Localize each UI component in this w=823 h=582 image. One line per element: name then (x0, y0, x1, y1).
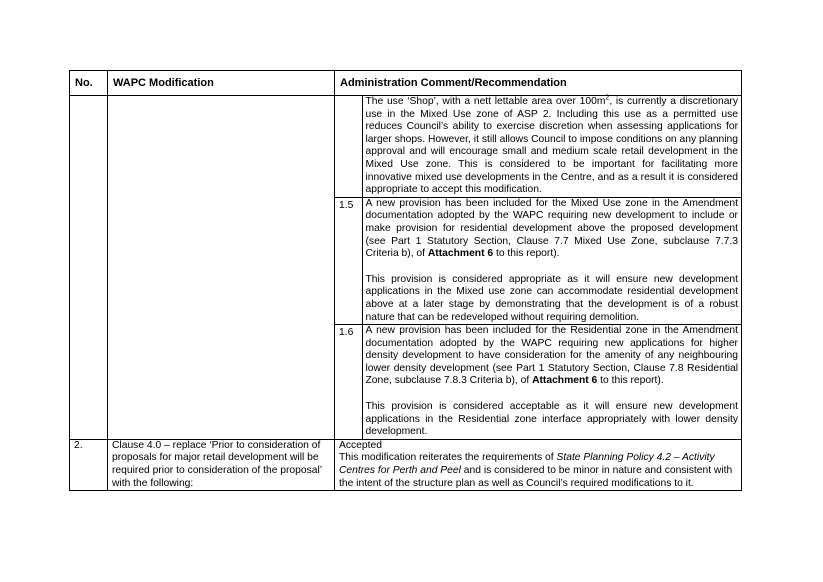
sub-item-text: This provision is considered appropriate as it will ensure new development applications in the Mixed use zone can accommodate residential development above at a later stage by demonstrating that the development is of a robust nature that can be redeveloped without requiring demolition. (365, 273, 738, 323)
sub-item-text: This provision is considered acceptable as it will ensure new development applications in the Residential zone interface appropriately with lower density development. (365, 401, 738, 438)
header-administration-comment: Administration Comment/Recommendation (335, 71, 742, 96)
row1-modification-cell (108, 96, 335, 440)
header-row (70, 71, 742, 96)
row1-comment-cell (335, 96, 742, 440)
row2-comment-cell (335, 439, 742, 490)
sub-item-1-6 (335, 325, 741, 439)
sub-item-number: 1.6 (335, 325, 362, 439)
sub-item-text: The use ‘Shop’, with a nett lettable area over $100m^2$, is currently a discretionary use in the Mixed Use zone of ASP 2. Including this use as a permitted use reduces Council’s ability to exercise discretion when assessing applications for larger shops. However, it still allows Council to impose conditions on any planning approval and will encourage small and medium scale retail development in the Mixed Use zone. This is considered to be important for facilitating more innovative mixed use developments in the Centre, and as a result it is considered appropriate to accept this modification. (365, 94, 738, 196)
comment-text: This modification reiterates the requirements of State Planning Policy 4.2 – Activity Centres for Perth and Peel and is considered to be minor in nature and consistent with the intent of the structure plan as well as Council’s required modifications to it. (339, 452, 733, 489)
sub-item-intro (335, 96, 741, 197)
modifications-table (69, 70, 742, 491)
sub-item-number: 1.5 (335, 197, 362, 324)
sub-item-text: A new provision has been included for the Residential zone in the Amendment documentation adopted by the WAPC requiring new applications for higher density development to have consideration for the amenity of any neighbouring lower density development (see Part 1 Statutory Section, Clause 7.8 Residential Zone, subclause 7.8.3 Criteria b), of Attachment 6 to this report). (365, 325, 738, 387)
row2-modification-cell: Clause 4.0 – replace ‘Prior to consideration of proposals for major retail development will be required prior to consideration of the proposal’ with the following: (108, 439, 335, 490)
sub-item-1-5 (335, 197, 741, 324)
table-row (70, 96, 742, 440)
header-no: No. (70, 71, 108, 96)
row1-no-cell (70, 96, 108, 440)
sub-item-text: A new provision has been included for the Mixed Use zone in the Amendment documentation adopted by the WAPC requiring new development to include or make provision for residential development above the proposed development (see Part 1 Statutory Section, Clause 7.7 Mixed Use Zone, subclause 7.7.3 Criteria b), of Attachment 6 to this report). (365, 197, 738, 260)
sub-item-number (335, 96, 362, 197)
sub-items-table (335, 96, 741, 439)
row2-no-cell: 2. (70, 439, 108, 490)
table-row (70, 439, 742, 490)
status-text: Accepted (339, 439, 382, 451)
header-wapc-modification: WAPC Modification (108, 71, 335, 96)
